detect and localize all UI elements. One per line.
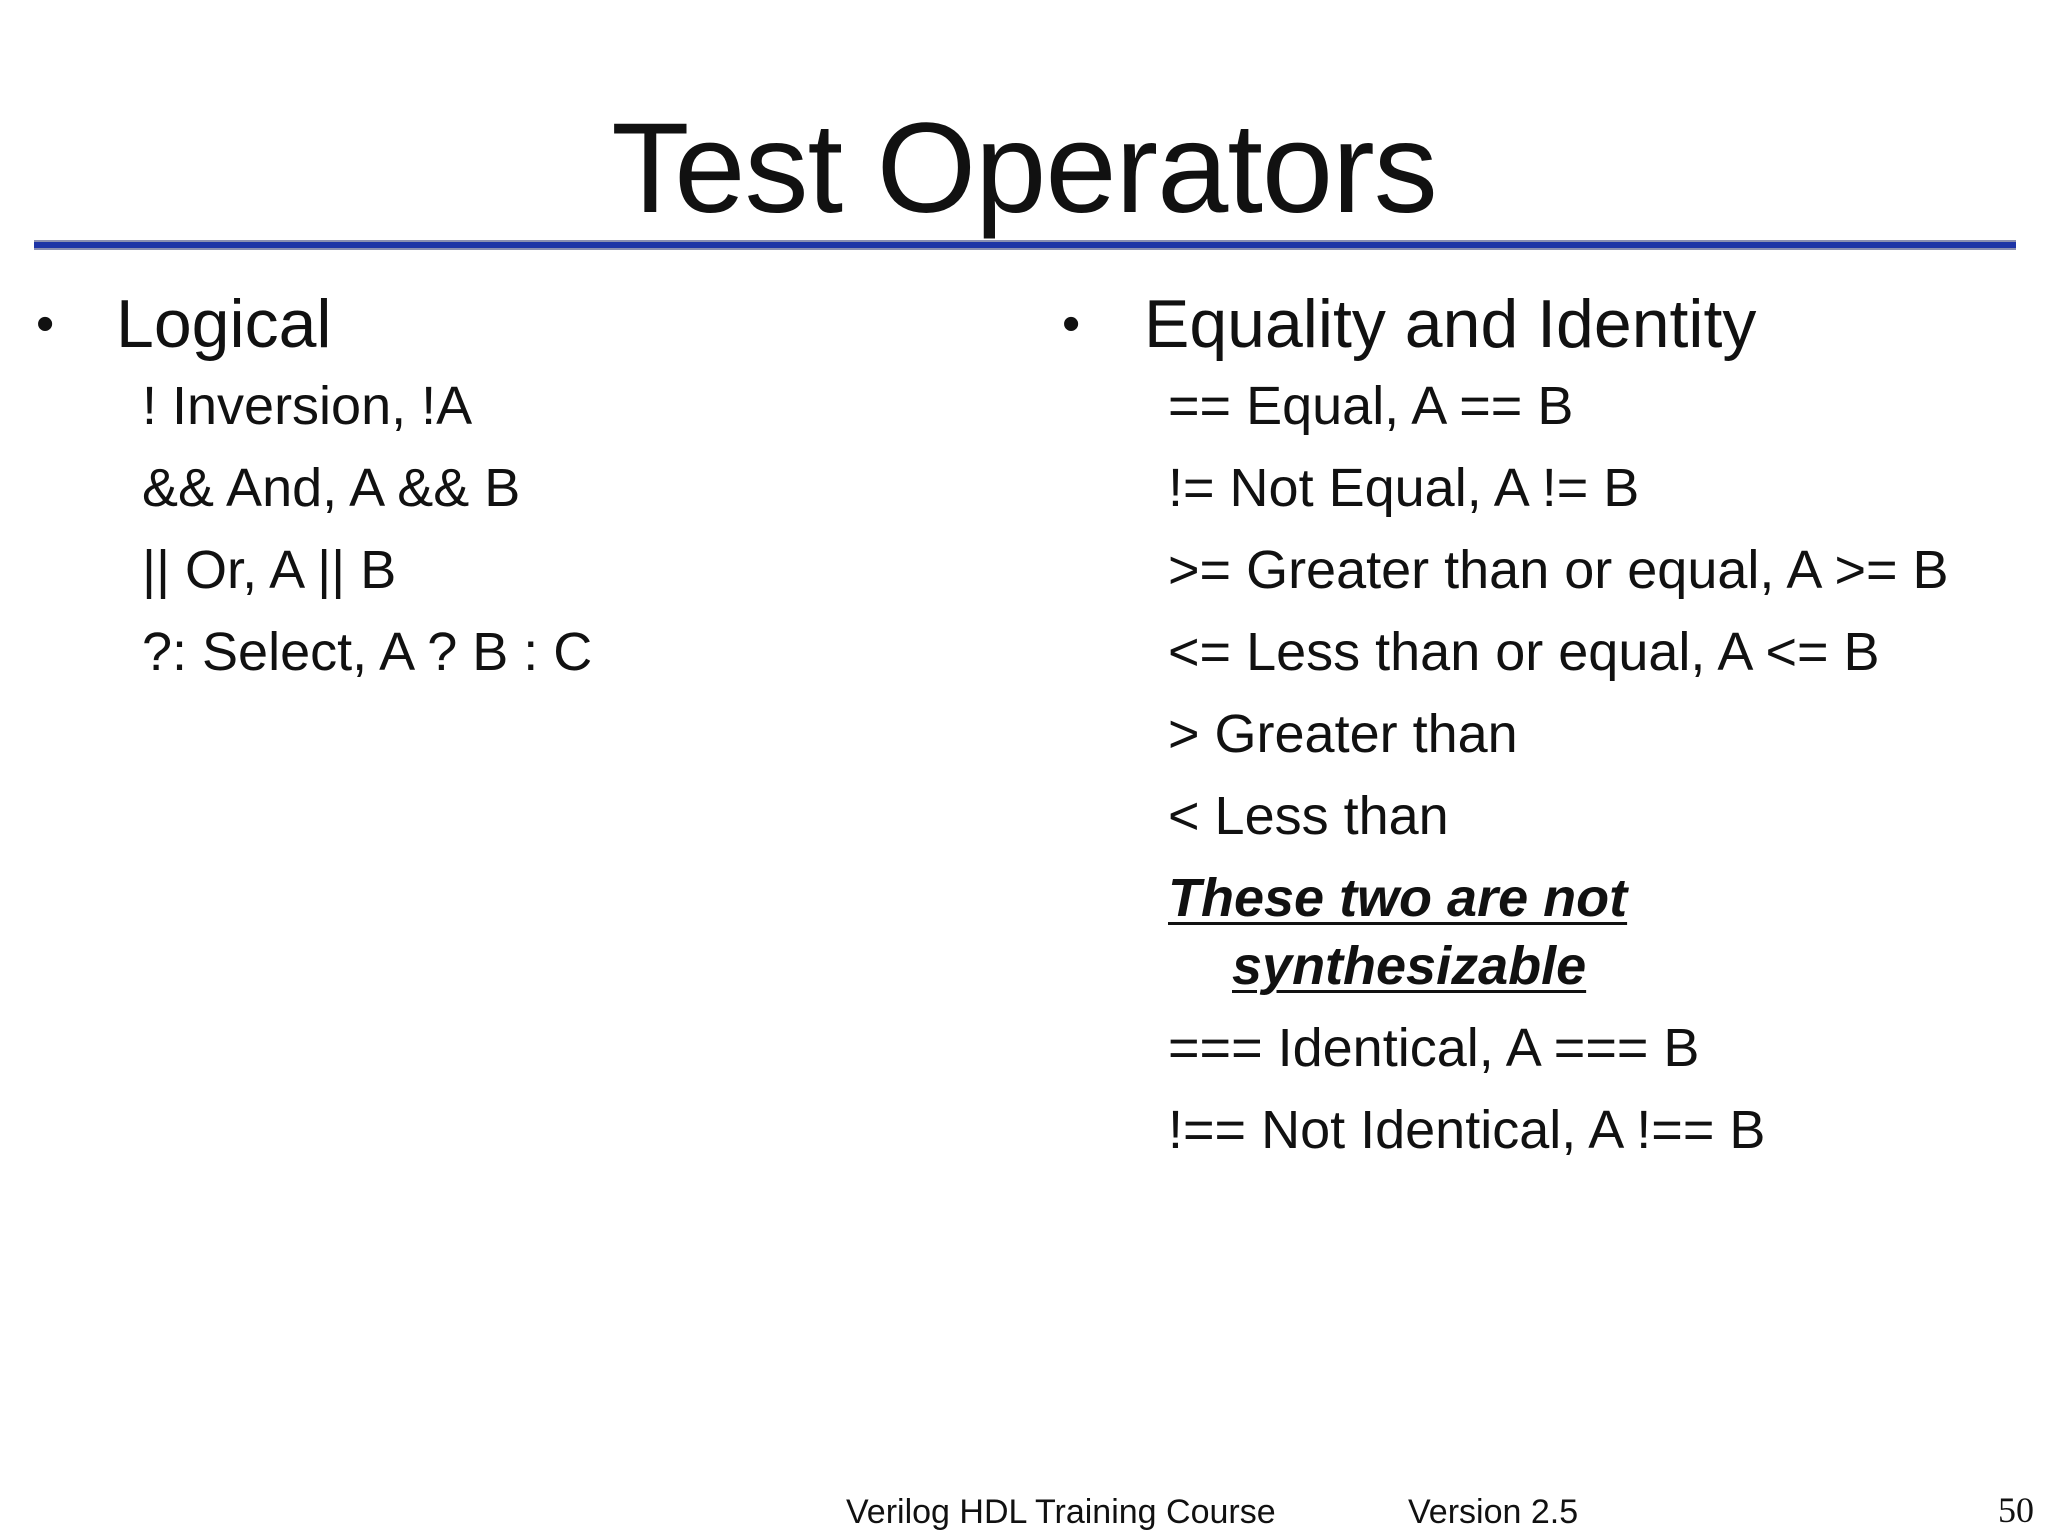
- operator-not-identical: !== Not Identical, A !== B: [1168, 1100, 1766, 1160]
- title-divider: [34, 240, 2016, 250]
- footer-course-name: Verilog HDL Training Course: [846, 1493, 1276, 1531]
- operator-less-equal: <= Less than or equal, A <= B: [1168, 622, 1880, 682]
- equality-bullet: [1062, 282, 2012, 372]
- logical-heading: Logical: [116, 286, 332, 362]
- bullet-dot-icon: •: [36, 295, 55, 353]
- not-synthesizable-note: These two are not synthesizable: [1168, 868, 1628, 996]
- equality-heading: Equality and Identity: [1144, 286, 1757, 362]
- logical-bullet: [36, 282, 1016, 372]
- equality-operator-list: [1062, 372, 2012, 1164]
- operator-greater: > Greater than: [1168, 704, 1518, 764]
- page-number: 50: [1998, 1490, 2034, 1530]
- footer-version: Version 2.5: [1408, 1493, 1579, 1531]
- operator-greater-equal: >= Greater than or equal, A >= B: [1168, 540, 1949, 600]
- operator-inversion: ! Inversion, !A: [142, 376, 473, 436]
- operator-less: < Less than: [1168, 786, 1449, 846]
- bullet-dot-icon: •: [1062, 295, 1081, 353]
- operator-and: && And, A && B: [142, 458, 521, 518]
- equality-column: [1062, 282, 2012, 1178]
- logical-operator-list: [36, 372, 1016, 686]
- operator-equal: == Equal, A == B: [1168, 376, 1574, 436]
- operator-or: || Or, A || B: [142, 540, 397, 600]
- operator-not-equal: != Not Equal, A != B: [1168, 458, 1640, 518]
- operator-select: ?: Select, A ? B : C: [142, 622, 593, 682]
- operator-identical: === Identical, A === B: [1168, 1018, 1700, 1078]
- logical-column: [36, 282, 1016, 700]
- slide-title: Test Operators: [611, 97, 1437, 240]
